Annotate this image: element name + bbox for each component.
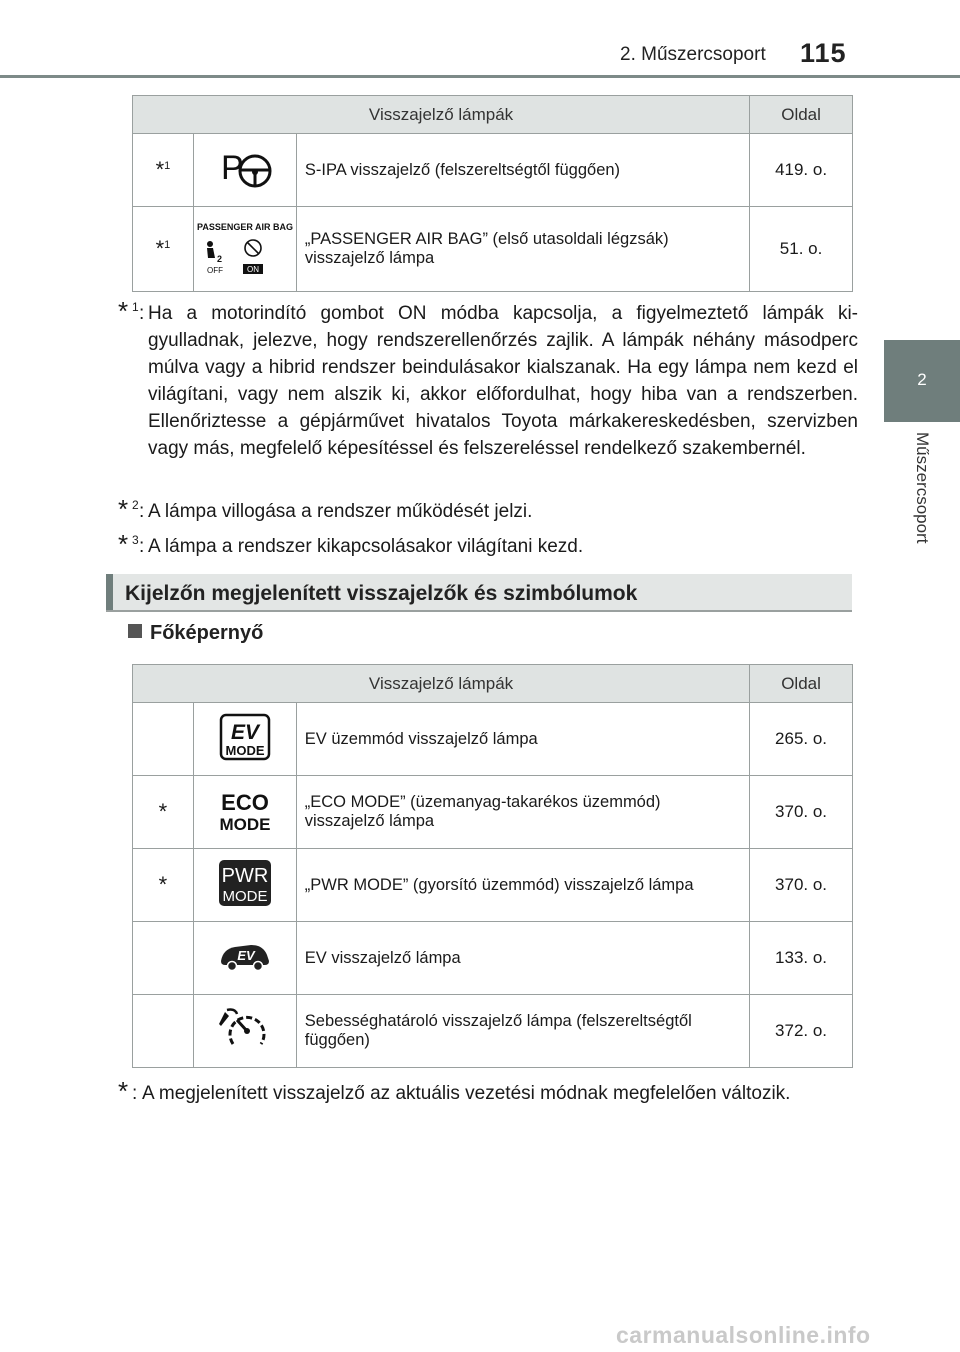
svg-text:EV: EV — [230, 720, 259, 744]
row-page-ref: 265. o. — [750, 703, 853, 776]
row-description: S-IPA visszajelző (felszereltségtől függően) — [296, 134, 749, 207]
section-title: Kijelzőn megjelenített visszajelzők és szimbólumok — [125, 582, 638, 605]
header-section-title: 2. Műszercsoport — [620, 44, 766, 65]
row-mark — [133, 922, 194, 995]
eco-mode-icon — [193, 776, 296, 849]
passenger-airbag-icon — [193, 207, 296, 292]
col-header-indicators: Visszajelző lámpák — [133, 96, 750, 134]
airbag-off-label: OFF — [206, 265, 223, 275]
ev-car-icon — [193, 922, 296, 995]
ev-mode-icon — [193, 703, 296, 776]
row-mark: * — [133, 849, 194, 922]
svg-text:EV: EV — [237, 947, 255, 963]
table-row — [133, 995, 853, 1068]
table-row — [133, 703, 853, 776]
subheading: Főképernyő — [128, 622, 263, 645]
square-bullet-icon — [128, 624, 142, 638]
header-divider — [0, 75, 960, 78]
sipa-p-steering-icon — [193, 134, 296, 207]
row-mark: * — [133, 776, 194, 849]
page-header — [0, 0, 960, 78]
row-description: „PASSENGER AIR BAG” (első utasoldali légzsák) visszajelző lámpa — [296, 207, 749, 292]
row-description: EV üzemmód visszajelző lámpa — [296, 703, 749, 776]
row-page-ref: 372. o. — [750, 995, 853, 1068]
side-tab-chapter-number: 2 — [884, 340, 960, 422]
svg-text:PWR: PWR — [221, 864, 269, 887]
col-header-page: Oldal — [750, 665, 853, 703]
table-header-row — [133, 665, 853, 703]
col-header-page: Oldal — [750, 96, 853, 134]
footnote-text: A megjelenített visszajelző az aktuális vezetési módnak megfelelően változik. — [142, 1083, 791, 1104]
row-mark — [133, 703, 194, 776]
pwr-mode-icon — [193, 849, 296, 922]
indicator-table-2 — [132, 664, 853, 1068]
table-header-row — [133, 96, 853, 134]
svg-text:MODE: MODE — [222, 887, 268, 905]
airbag-on-label: ON — [246, 264, 259, 274]
indicator-table-1 — [132, 95, 853, 292]
table-row — [133, 207, 853, 292]
row-description: „PWR MODE” (gyorsító üzemmód) visszajelző lámpa — [296, 849, 749, 922]
svg-text:P: P — [220, 148, 244, 187]
side-tab-chapter-label — [884, 432, 960, 612]
row-page-ref: 133. o. — [750, 922, 853, 995]
footnote-text: Ha a motorindító gombot ON módba kapcsolja, a figyelmeztető lámpák kigyulladnak, jelezve, hogy rendszerellenőrzés zajlik. A lámpák néhány másodperc múlva vagy a hibrid rendszer beindulásakor kialszanak. Ha egy lámpa nem kezd el világítani, vagy nem alszik ki, akkor előfordulhat, hogy hiba van a rendszerben. Ellenőriztesse a gépjárművet hivatalos Toyota márkakereskedésben, szervizben vagy más, megfelelő képesítéssel és felszereléssel rendelkező szakembernél. — [148, 303, 858, 459]
table-row — [133, 849, 853, 922]
row-page-ref: 370. o. — [750, 776, 853, 849]
table-row — [133, 922, 853, 995]
footnote-bottom: * : A megjelenített visszajelző az aktuális vezetési módnak megfelelően változik. — [118, 1080, 858, 1107]
svg-text:MODE: MODE — [225, 742, 265, 758]
row-page-ref: 51. o. — [750, 207, 853, 292]
col-header-indicators: Visszajelző lámpák — [133, 665, 750, 703]
watermark: carmanualsonline.info — [616, 1322, 871, 1348]
table-row — [133, 134, 853, 207]
footnote-3: * 3 : A lámpa a rendszer kikapcsolásakor világítani kezd. — [118, 533, 858, 560]
row-description: „ECO MODE” (üzemanyag-takarékos üzemmód) visszajelző lámpa — [296, 776, 749, 849]
footnote-text: A lámpa a rendszer kikapcsolásakor világítani kezd. — [148, 536, 584, 557]
row-mark — [133, 995, 194, 1068]
svg-text:MODE: MODE — [219, 814, 271, 834]
row-mark: *$^1$ — [133, 207, 194, 292]
footnote-1: * 1 : Ha a motorindító gombot ON módba kapcsolja, a figyelmeztető lámpák kigyulladnak, jelezve, hogy rendszerellenőrzés zajlik. A lámpák néhány másodperc múlva vagy a hibrid rendszer beindulásakor kialszanak. Ha egy lámpa nem kezd el világítani, vagy nem alszik ki, akkor előfordulhat, hogy hiba van a rendszerben. Ellenőriztesse a gépjárművet hivatalos Toyota márkakereskedésben, szervizben vagy más, megfelelő képesítéssel és felszereléssel rendelkező szakembernél. — [118, 300, 858, 462]
row-page-ref: 419. o. — [750, 134, 853, 207]
svg-text:2: 2 — [216, 253, 222, 264]
speed-limiter-icon — [193, 995, 296, 1068]
row-mark: *$^1$ — [133, 134, 194, 207]
row-page-ref: 370. o. — [750, 849, 853, 922]
svg-text:ECO: ECO — [220, 789, 269, 815]
airbag-label-text: PASSENGER AIR BAG — [196, 221, 293, 232]
page-number: 115 — [800, 38, 847, 68]
section-underline — [106, 610, 852, 612]
table-row — [133, 776, 853, 849]
side-tab-label-text: Műszercsoport — [913, 432, 932, 544]
section-heading — [106, 574, 852, 612]
footnote-2: * 2 : A lámpa villogása a rendszer működését jelzi. — [118, 498, 858, 525]
footnote-text: A lámpa villogása a rendszer működését jelzi. — [148, 501, 533, 522]
section-accent-bar — [106, 574, 113, 612]
row-description: Sebességhatároló visszajelző lámpa (felszereltségtől függően) — [296, 995, 749, 1068]
row-description: EV visszajelző lámpa — [296, 922, 749, 995]
